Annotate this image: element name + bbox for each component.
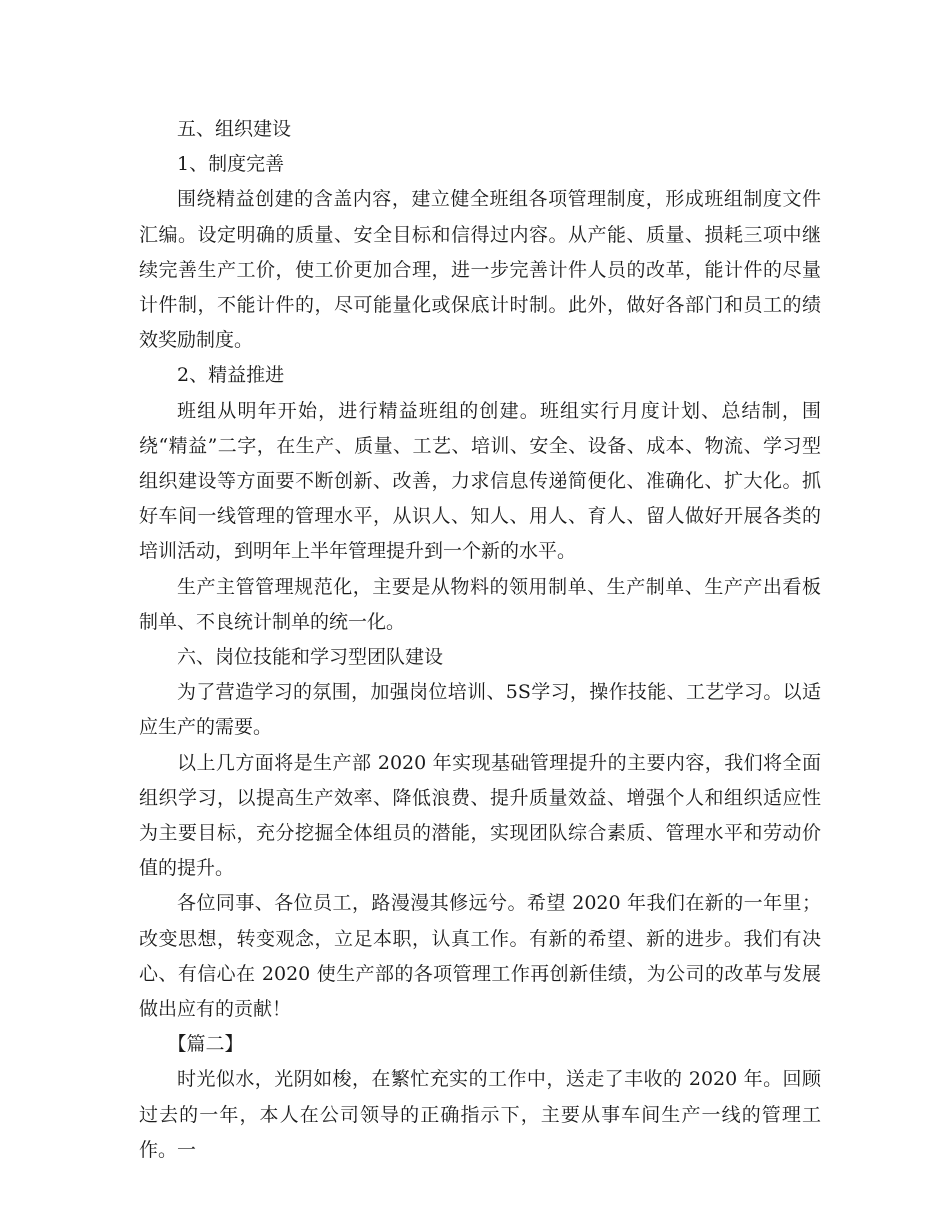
section-marker-part-two: 【篇二】 xyxy=(167,1033,244,1056)
paragraph-part-two-intro: 时光似水，光阴如梭，在繁忙充实的工作中，送走了丰收的 2020 年。回顾过去的一年，本人在公司领导的正确指示下，主要从事车间生产一线的管理工作。一 xyxy=(139,1068,821,1161)
paragraph-system-improvement: 围绕精益创建的含盖内容，建立健全班组各项管理制度，形成班组制度文件汇编。设定明确的质量、安全目标和信得过内容。从产能、质量、损耗三项中继续完善生产工价，使工价更加合理，进一步完善计件人员的改革，能计件的尽量计件制，不能计件的，尽可能量化或保底计时制。此外，做好各部门和员工的绩效奖励制度。 xyxy=(139,188,821,352)
document-body xyxy=(139,112,821,1168)
paragraph-closing-wishes: 各位同事、各位员工，路漫漫其修远兮。希望 2020 年我们在新的一年里；改变思想，转变观念，立足本职，认真工作。有新的希望、新的进步。我们有决心、有信心在 2020 使生产部的各项管理工作再创新佳绩，为公司的改革与发展做出应有的贡献！ xyxy=(139,892,821,1021)
subsection-heading-system: 1、制度完善 xyxy=(177,153,285,176)
paragraph-lean-team: 班组从明年开始，进行精益班组的创建。班组实行月度计划、总结制，围绕“精益”二字，在生产、质量、工艺、培训、安全、设备、成本、物流、学习型组织建设等方面要不断创新、改善，力求信息传递简便化、准确化、扩大化。抓好车间一线管理的管理水平，从识人、知人、用人、育人、留人做好开展各类的培训活动，到明年上半年管理提升到一个新的水平。 xyxy=(139,399,821,563)
paragraph-main-content: 以上几方面将是生产部 2020 年实现基础管理提升的主要内容，我们将全面组织学习，以提高生产效率、降低浪费、提升质量效益、增强个人和组织适应性为主要目标，充分挖掘全体组员的潜能，实现团队综合素质、管理水平和劳动价值的提升。 xyxy=(139,751,821,880)
section-heading-organization: 五、组织建设 xyxy=(177,118,292,140)
subsection-heading-lean: 2、精益推进 xyxy=(177,364,285,387)
section-heading-skills: 六、岗位技能和学习型团队建设 xyxy=(177,646,444,669)
paragraph-learning-atmosphere: 为了营造学习的氛围，加强岗位培训、5S学习，操作技能、工艺学习。以适应生产的需要。 xyxy=(139,681,821,739)
paragraph-supervisor-standardization: 生产主管管理规范化，主要是从物料的领用制单、生产制单、生产产出看板制单、不良统计制单的统一化。 xyxy=(139,575,821,633)
